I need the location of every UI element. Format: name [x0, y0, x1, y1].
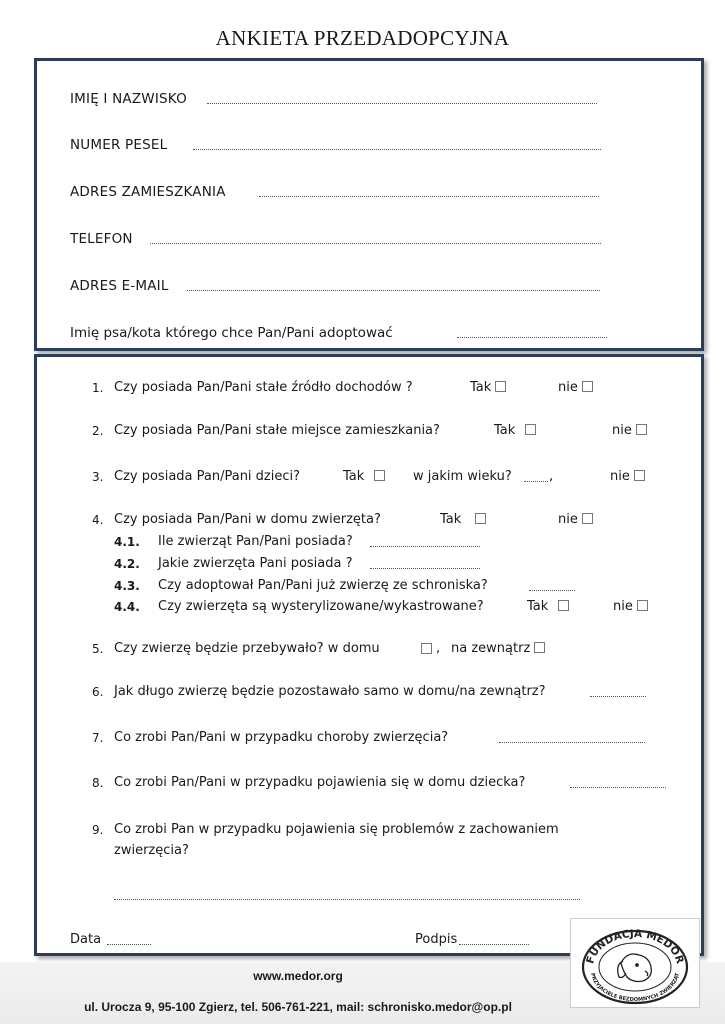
q9-text-line1: Co zrobi Pan w przypadku pojawienia się problemów z zachowaniem — [114, 822, 559, 837]
pet-label: Imię psa/kota którego chce Pan/Pani adoptować — [70, 325, 393, 341]
form-title: ANKIETA PRZEDADOPCYJNA — [215, 26, 510, 50]
q4-1-text: Ile zwierząt Pan/Pani posiada? — [158, 534, 353, 549]
q1-yes[interactable]: Tak — [470, 380, 506, 395]
q4-no-checkbox[interactable] — [582, 513, 593, 524]
email-field[interactable] — [187, 290, 600, 291]
q5-outside-checkbox[interactable] — [534, 642, 545, 653]
date-label: Data — [70, 932, 102, 947]
q4-4-text: Czy zwierzęta są wysterylizowane/wykastrowane? — [158, 599, 484, 614]
q4-2-number: 4.2. — [114, 557, 140, 571]
q4-4-number: 4.4. — [114, 600, 140, 614]
q5-outside[interactable]: na zewnątrz — [451, 641, 545, 656]
address-field[interactable] — [259, 196, 599, 197]
q1-text: Czy posiada Pan/Pani stałe źródło dochodów ? — [114, 380, 413, 395]
q9-number: 9. — [92, 823, 104, 837]
name-label: IMIĘ I NAZWISKO — [70, 91, 187, 107]
q4-4-no-checkbox[interactable] — [637, 600, 648, 611]
q3-text: Czy posiada Pan/Pani dzieci? — [114, 469, 301, 484]
q3-no-checkbox[interactable] — [634, 470, 645, 481]
q2-text: Czy posiada Pan/Pani stałe miejsce zamieszkania? — [114, 423, 440, 438]
q5-comma: , — [436, 641, 441, 656]
q4-1-field[interactable] — [370, 546, 480, 547]
q2-number: 2. — [92, 424, 104, 438]
q6-number: 6. — [92, 685, 104, 699]
q6-field[interactable] — [590, 696, 646, 697]
q4-text: Czy posiada Pan/Pani w domu zwierzęta? — [114, 512, 381, 527]
q5-text: Czy zwierzę będzie przebywało? w domu — [114, 641, 380, 656]
phone-field[interactable] — [150, 243, 601, 244]
questions-panel — [34, 354, 704, 956]
q4-3-field[interactable] — [529, 590, 575, 591]
q4-3-text: Czy adoptował Pan/Pani już zwierzę ze schroniska? — [158, 578, 488, 593]
q9-field[interactable] — [114, 899, 580, 900]
email-label: ADRES E-MAIL — [70, 278, 169, 294]
q1-number: 1. — [92, 381, 104, 395]
svg-text:PRZYJACIELE BEZDOMNYCH ZWIERZĄ — [589, 972, 681, 1003]
q4-4-no[interactable]: nie — [613, 599, 648, 614]
q4-4-yes[interactable]: Tak — [527, 599, 569, 614]
q7-field[interactable] — [499, 742, 645, 743]
q3-yes-checkbox[interactable] — [374, 470, 385, 481]
q7-text: Co zrobi Pan/Pani w przypadku choroby zwierzęcia? — [114, 730, 449, 745]
q4-yes[interactable]: Tak — [440, 512, 486, 527]
q4-2-text: Jakie zwierzęta Pani posiada ? — [158, 556, 353, 571]
q3-number: 3. — [92, 470, 104, 484]
signature-label: Podpis — [415, 932, 458, 947]
svg-text:FUNDACJA MEDOR — [584, 928, 685, 965]
q3-age-label: w jakim wieku? — [413, 469, 512, 484]
signature-field[interactable] — [459, 944, 529, 945]
q2-yes-checkbox[interactable] — [525, 424, 536, 435]
q2-no[interactable]: nie — [612, 423, 647, 438]
footer-website[interactable]: www.medor.org — [253, 969, 343, 983]
q4-number: 4. — [92, 513, 104, 527]
dog-head-icon — [618, 954, 652, 982]
q4-1-number: 4.1. — [114, 535, 140, 549]
pesel-field[interactable] — [193, 149, 601, 150]
q3-no[interactable]: nie — [610, 469, 645, 484]
q8-number: 8. — [92, 776, 104, 790]
q4-no[interactable]: nie — [558, 512, 593, 527]
name-field[interactable] — [207, 103, 597, 104]
q4-4-yes-checkbox[interactable] — [558, 600, 569, 611]
q2-yes[interactable]: Tak — [494, 423, 536, 438]
phone-label: TELEFON — [70, 231, 133, 247]
logo-graphic — [571, 919, 699, 1007]
q3-age-field[interactable] — [524, 481, 548, 482]
pet-field[interactable] — [457, 337, 607, 338]
q1-yes-checkbox[interactable] — [495, 381, 506, 392]
address-label: ADRES ZAMIESZKANIA — [70, 184, 226, 200]
q4-2-field[interactable] — [370, 568, 480, 569]
q5-home-checkbox[interactable] — [421, 643, 432, 654]
logo-top-text: FUNDACJA MEDOR — [584, 927, 686, 966]
footer-address: ul. Urocza 9, 95-100 Zgierz, tel. 506-761-221, mail: schronisko.medor@op.pl — [84, 1000, 512, 1014]
logo-bottom-text: PRZYJACIELE BEZDOMNYCH ZWIERZĄT — [589, 972, 681, 1004]
q9-text-line2: zwierzęcia? — [114, 843, 189, 858]
q5-number: 5. — [92, 642, 104, 656]
q4-3-number: 4.3. — [114, 579, 140, 593]
pesel-label: NUMER PESEL — [70, 137, 168, 153]
q3-comma: , — [549, 469, 554, 484]
q4-yes-checkbox[interactable] — [475, 513, 486, 524]
q1-no[interactable]: nie — [558, 380, 593, 395]
q3-yes[interactable]: Tak — [343, 469, 385, 484]
q8-field[interactable] — [570, 787, 666, 788]
q6-text: Jak długo zwierzę będzie pozostawało samo w domu/na zewnątrz? — [114, 684, 546, 699]
date-field[interactable] — [107, 944, 151, 945]
q8-text: Co zrobi Pan/Pani w przypadku pojawienia się w domu dziecka? — [114, 775, 526, 790]
personal-data-panel — [34, 58, 704, 351]
q7-number: 7. — [92, 731, 104, 745]
q1-no-checkbox[interactable] — [582, 381, 593, 392]
q2-no-checkbox[interactable] — [636, 424, 647, 435]
foundation-logo — [570, 918, 700, 1008]
